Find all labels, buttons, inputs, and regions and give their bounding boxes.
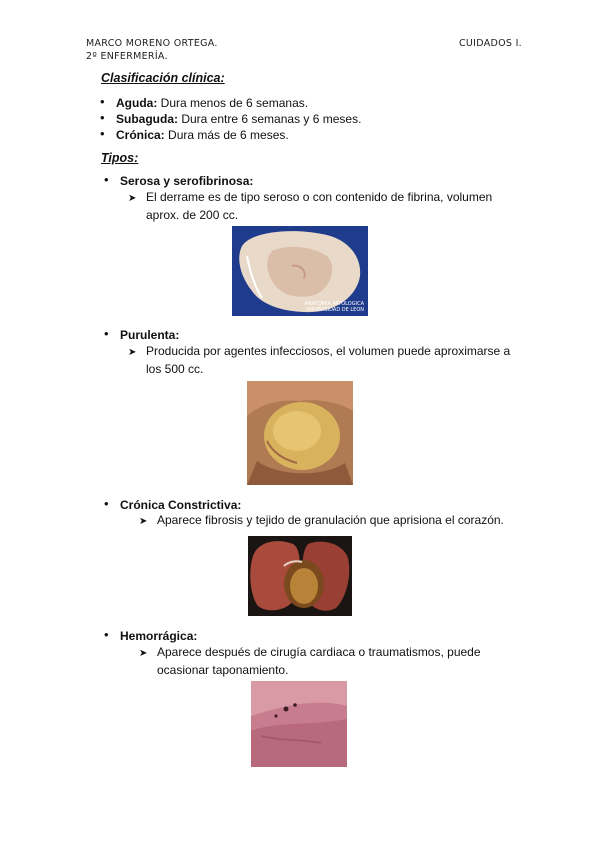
tipo-hemorragica-title [104, 629, 197, 643]
desc-line: Aparece después de cirugía cardiaca o traumatismos, puede [157, 645, 481, 659]
bullet-icon: • [104, 496, 109, 511]
bullet-icon: • [104, 172, 109, 187]
desc-line: ocasionar taponamiento. [157, 663, 289, 677]
bullet-icon: • [100, 126, 105, 141]
desc-line: El derrame es de tipo seroso o con contenido de fibrina, volumen [146, 190, 493, 204]
course-label: 2º ENFERMERÍA. [86, 51, 168, 62]
image-watermark-line: ANATOMIA PATOLOGICA [304, 301, 364, 307]
desc-line: Producida por agentes infecciosos, el volumen puede aproximarse a [146, 344, 511, 358]
arrow-bullet-icon: ➤ [139, 516, 148, 527]
bullet-icon: • [104, 627, 109, 642]
desc-line: Aparece fibrosis y tejido de granulación que aprisiona el corazón. [157, 513, 504, 527]
clasificacion-text: Dura más de 6 meses. [164, 128, 289, 142]
clasificacion-term: Subaguda: [116, 112, 178, 126]
tipo-title: Purulenta: [120, 328, 180, 342]
constrictiva-heart-image [248, 536, 352, 616]
tipo-purulenta-title [104, 328, 179, 342]
subject-label: CUIDADOS I. [459, 38, 522, 49]
clasificacion-item-cronica [100, 128, 289, 142]
tipo-title: Hemorrágica: [120, 629, 198, 643]
tipo-serosa-title [104, 174, 253, 188]
tipos-heading: Tipos: [101, 151, 139, 165]
tipo-title: Crónica Constrictiva: [120, 498, 242, 512]
clasificacion-item-aguda [100, 96, 308, 110]
clasificacion-term: Aguda: [116, 96, 158, 110]
clasificacion-text: Dura menos de 6 semanas. [157, 96, 309, 110]
bullet-icon: • [100, 94, 105, 109]
clasificacion-term: Crónica: [116, 128, 165, 142]
purulenta-heart-image [247, 381, 353, 485]
arrow-bullet-icon: ➤ [128, 193, 137, 204]
tipo-serosa-description [128, 189, 492, 223]
bullet-icon: • [104, 326, 109, 341]
serosa-heart-image [232, 226, 368, 316]
arrow-bullet-icon: ➤ [139, 648, 148, 659]
tipo-hemorragica-description [139, 644, 481, 678]
clasificacion-heading: Clasificación clínica: [101, 71, 225, 85]
image-watermark-line: UNIVERSIDAD DE LEON [305, 307, 364, 313]
tipo-constrictiva-title [104, 498, 241, 512]
desc-line: aprox. de 200 cc. [146, 208, 239, 222]
author-name: MARCO MORENO ORTEGA. [86, 38, 218, 49]
clasificacion-item-subaguda [100, 112, 361, 126]
tipo-title: Serosa y serofibrinosa: [120, 174, 254, 188]
tipo-constrictiva-description [139, 512, 504, 530]
clasificacion-text: Dura entre 6 semanas y 6 meses. [178, 112, 362, 126]
desc-line: los 500 cc. [146, 362, 204, 376]
arrow-bullet-icon: ➤ [128, 347, 137, 358]
tipo-purulenta-description [128, 343, 510, 377]
bullet-icon: • [100, 110, 105, 125]
hemorragica-tissue-image [251, 681, 347, 767]
